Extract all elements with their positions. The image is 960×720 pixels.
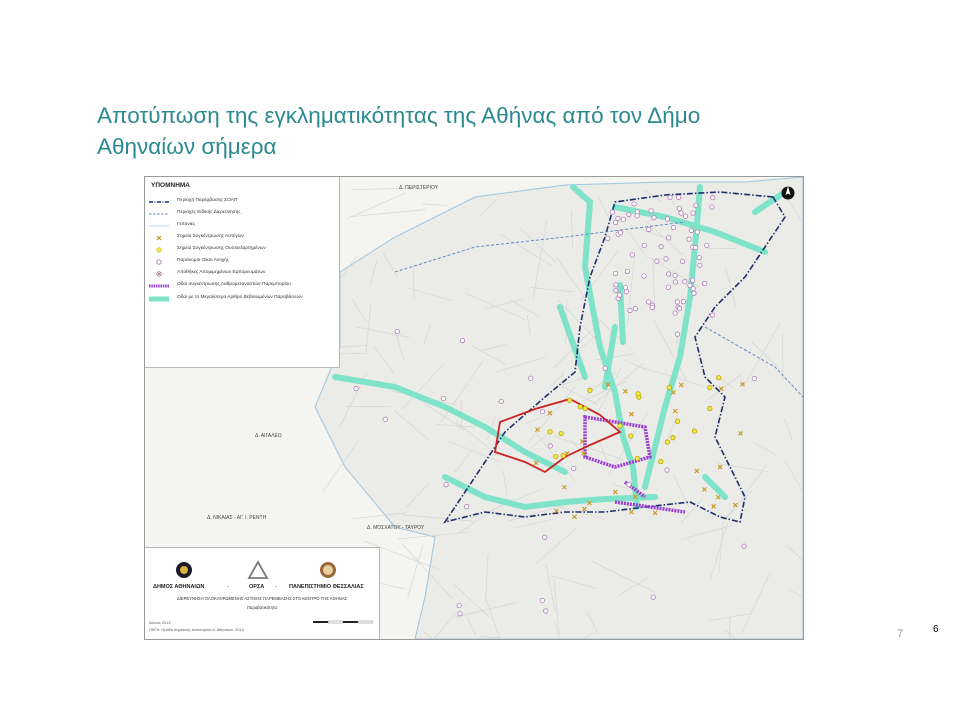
brothel-marker <box>673 311 677 315</box>
brothel-marker <box>646 300 650 304</box>
brothel-marker <box>633 306 637 310</box>
addict-marker <box>629 434 633 438</box>
addict-marker <box>636 392 640 396</box>
brothel-marker <box>617 293 621 297</box>
org-university-thessaly: ΠΑΝΕΠΙΣΤΗΜΙΟ ΘΕΣΣΑΛΙΑΣ <box>289 584 364 590</box>
legend-row-soap-area <box>149 197 337 207</box>
x-marker-icon <box>149 235 169 241</box>
addict-marker <box>583 406 587 410</box>
brothel-marker <box>649 209 653 213</box>
dash-dot-line-icon <box>149 199 169 205</box>
place-label-moschato: Δ. ΜΟΣΧΑΤΟΥ - ΤΑΥΡΟΥ <box>367 525 425 531</box>
brothel-marker <box>457 603 461 607</box>
brothel-marker <box>752 376 756 380</box>
brothel-marker <box>544 609 548 613</box>
addict-marker <box>671 435 675 439</box>
study-title: ΔΙΕΡΕΥΝΗΣΗ ΟΛΟΚΛΗΡΩΜΕΝΗΣ ΑΣΤΙΚΗΣ ΠΑΡΕΜΒΑΣΗΣ ΣΤΟ ΚΕΝΤΡΟ ΤΗΣ ΑΘΗΝΑΣ <box>176 596 348 601</box>
map-date: Ιούνιος 2013 <box>149 621 171 625</box>
addict-marker <box>554 454 558 458</box>
brothel-marker <box>441 396 445 400</box>
brothel-marker <box>647 227 651 231</box>
brothel-marker <box>675 332 679 336</box>
brothel-marker <box>698 263 702 267</box>
brothel-marker <box>702 281 706 285</box>
legend-row-brothels <box>149 257 337 267</box>
legend-label: Αποθήκες Απομιμημένων Εμπορευμάτων <box>177 270 266 275</box>
brothel-marker <box>683 279 687 283</box>
brothel-marker <box>673 280 677 284</box>
legend-row-violation-roads <box>149 294 337 304</box>
thin-line-icon <box>149 223 169 229</box>
addict-marker <box>588 388 592 392</box>
brothel-marker <box>625 269 629 273</box>
map-legend <box>145 177 340 368</box>
brothel-marker <box>683 214 687 218</box>
brothel-marker <box>680 259 684 263</box>
brothel-marker <box>688 283 692 287</box>
org-municipality-athens: ΔΗΜΟΣ ΑΘΗΝΑΙΩΝ <box>153 584 205 590</box>
legend-row-neighbourhoods <box>149 221 337 231</box>
slide-title <box>97 100 857 162</box>
brothel-marker <box>651 595 655 599</box>
brothel-marker <box>677 206 681 210</box>
addict-marker <box>635 456 639 460</box>
brothel-marker <box>628 308 632 312</box>
brothel-marker <box>444 482 448 486</box>
street-line <box>422 204 447 206</box>
brothel-marker <box>529 376 533 380</box>
map-credits <box>145 547 380 640</box>
street-line <box>347 193 406 219</box>
brothel-marker <box>694 203 698 207</box>
brothel-marker <box>635 214 639 218</box>
addict-marker <box>548 430 552 434</box>
brothel-marker <box>695 230 699 234</box>
brothel-marker <box>655 259 659 263</box>
brothel-marker <box>710 205 714 209</box>
brothel-marker <box>671 225 675 229</box>
place-label-aigaleo: Δ. ΑΙΓΑΛΕΩ <box>255 433 282 439</box>
addict-marker <box>708 406 712 410</box>
brothel-marker <box>616 216 620 220</box>
brothel-marker <box>679 211 683 215</box>
brothel-marker <box>692 291 696 295</box>
yellow-circle-icon <box>149 247 169 253</box>
legend-row-migrant-streets <box>149 281 337 291</box>
brothel-marker <box>623 285 627 289</box>
legend-label: Περιοχές Ειδικής Διερεύνησης <box>177 210 241 215</box>
brothel-marker <box>690 278 694 282</box>
map-subject: Παραβατικότητα <box>247 605 277 610</box>
legend-row-addicts <box>149 245 337 255</box>
brothel-marker <box>354 386 358 390</box>
brothel-marker <box>665 217 669 221</box>
place-label-peristeri: Δ. ΠΕΡΙΣΤΕΡΙΟΥ <box>399 185 439 191</box>
addict-marker <box>665 440 669 444</box>
brothel-marker <box>642 274 646 278</box>
orsa-logo <box>245 560 271 580</box>
north-arrow-icon <box>781 183 795 201</box>
scale-bar <box>313 620 373 624</box>
org-orsa: ΟΡΣΑ <box>249 584 265 590</box>
municipality-area <box>315 177 803 639</box>
brothel-marker <box>571 466 575 470</box>
legend-row-homeless <box>149 233 337 243</box>
brothel-marker <box>681 299 685 303</box>
brothel-marker <box>668 195 672 199</box>
street-line <box>408 545 423 597</box>
street-line <box>380 583 404 588</box>
brothel-marker <box>540 598 544 602</box>
addict-marker <box>717 375 721 379</box>
addict-marker <box>675 419 679 423</box>
addict-marker <box>578 405 582 409</box>
university-of-thessaly-logo <box>315 560 341 580</box>
legend-label: Περιοχή Παρέμβασης ΣΟΑΠ <box>177 198 238 203</box>
brothel-marker <box>687 237 691 241</box>
addict-marker <box>559 431 563 435</box>
legend-row-special-areas <box>149 209 337 219</box>
brothel-marker <box>705 243 709 247</box>
municipality-of-athens-logo <box>171 560 197 580</box>
legend-label: Σημεία Συγκέντρωσης Αστέγων <box>177 234 244 239</box>
legend-row-counterfeit <box>149 269 337 279</box>
dot-marker-icon <box>149 271 169 277</box>
brothel-marker <box>383 417 387 421</box>
brothel-marker <box>742 544 746 548</box>
brothel-marker <box>691 211 695 215</box>
brothel-marker <box>689 228 693 232</box>
map-source: ΠΗΓΗ: Ομάδα Δημοτικής Αστυνομίας Δ. Αθηναίων, 2013 <box>149 628 244 632</box>
slide-number: 7 <box>897 628 904 640</box>
brothel-marker <box>540 410 544 414</box>
brothel-marker <box>606 236 610 240</box>
brothel-marker <box>675 300 679 304</box>
brothel-marker <box>710 313 714 317</box>
brothel-marker <box>624 289 628 293</box>
addict-marker <box>561 453 565 457</box>
brothel-marker <box>642 243 646 247</box>
street-line <box>350 210 426 217</box>
brothel-marker <box>632 202 636 206</box>
brothel-marker <box>652 215 656 219</box>
hatched-band-icon <box>149 283 169 289</box>
legend-label: Σημεία Συγκέντρωσης Ουσιοεξαρτημένων <box>177 246 266 251</box>
brothel-marker <box>627 482 631 486</box>
brothel-marker <box>650 305 654 309</box>
brothel-marker <box>659 244 663 248</box>
brothel-marker <box>673 273 677 277</box>
brothel-marker <box>667 236 671 240</box>
place-label-nikaia: Δ. ΝΙΚΑΙΑΣ - ΑΓ. Ι. ΡΕΝΤΗ <box>207 515 267 521</box>
legend-label: Οδοί με το Μεγαλύτερο Αριθμό Βεβαιωμένων Παραβάσεων <box>177 295 303 300</box>
brothel-marker <box>460 338 464 342</box>
brothel-marker <box>676 195 680 199</box>
brothel-marker <box>548 444 552 448</box>
legend-label: Γειτονιές <box>177 222 196 227</box>
brothel-marker <box>666 285 670 289</box>
brothel-marker <box>665 468 669 472</box>
purple-circle-icon <box>149 259 169 265</box>
legend-title: ΥΠΟΜΝΗΜΑ <box>151 182 190 189</box>
brothel-marker <box>677 306 681 310</box>
slide-title-line-2: Αθηναίων σήμερα <box>97 134 277 159</box>
brothel-marker <box>618 230 622 234</box>
brothel-marker <box>603 366 607 370</box>
brothel-marker <box>630 253 634 257</box>
brothel-marker <box>395 329 399 333</box>
addict-marker <box>667 385 671 389</box>
dash-line-icon <box>149 211 169 217</box>
brothel-marker <box>621 217 625 221</box>
crime-map <box>144 176 804 640</box>
brothel-marker <box>543 535 547 539</box>
org-separator: - <box>227 584 229 590</box>
addict-marker <box>618 424 622 428</box>
slide-title-line-1: Αποτύπωση της εγκληματικότητας της Αθήνας από τον Δήμο <box>97 103 701 128</box>
brothel-marker <box>614 283 618 287</box>
brothel-marker <box>710 195 714 199</box>
brothel-marker <box>697 255 701 259</box>
brothel-marker <box>499 399 503 403</box>
page-number: 6 <box>933 624 939 635</box>
legend-label: Οδοί συγκέντρωσης Λαθρομεταναστών-Παρεμπορίου <box>177 282 291 287</box>
addict-marker <box>692 429 696 433</box>
brothel-marker <box>610 210 614 214</box>
addict-marker <box>708 385 712 389</box>
legend-label: Παράνομοι Οίκοι Ανοχής <box>177 258 230 263</box>
brothel-marker <box>664 257 668 261</box>
brothel-marker <box>627 212 631 216</box>
brothel-marker <box>458 611 462 615</box>
brothel-marker <box>614 288 618 292</box>
addict-marker <box>568 398 572 402</box>
teal-band-icon <box>149 296 169 302</box>
brothel-marker <box>613 271 617 275</box>
org-separator: - <box>275 584 277 590</box>
addict-marker <box>659 459 663 463</box>
brothel-marker <box>667 272 671 276</box>
brothel-marker <box>693 245 697 249</box>
brothel-marker <box>465 504 469 508</box>
